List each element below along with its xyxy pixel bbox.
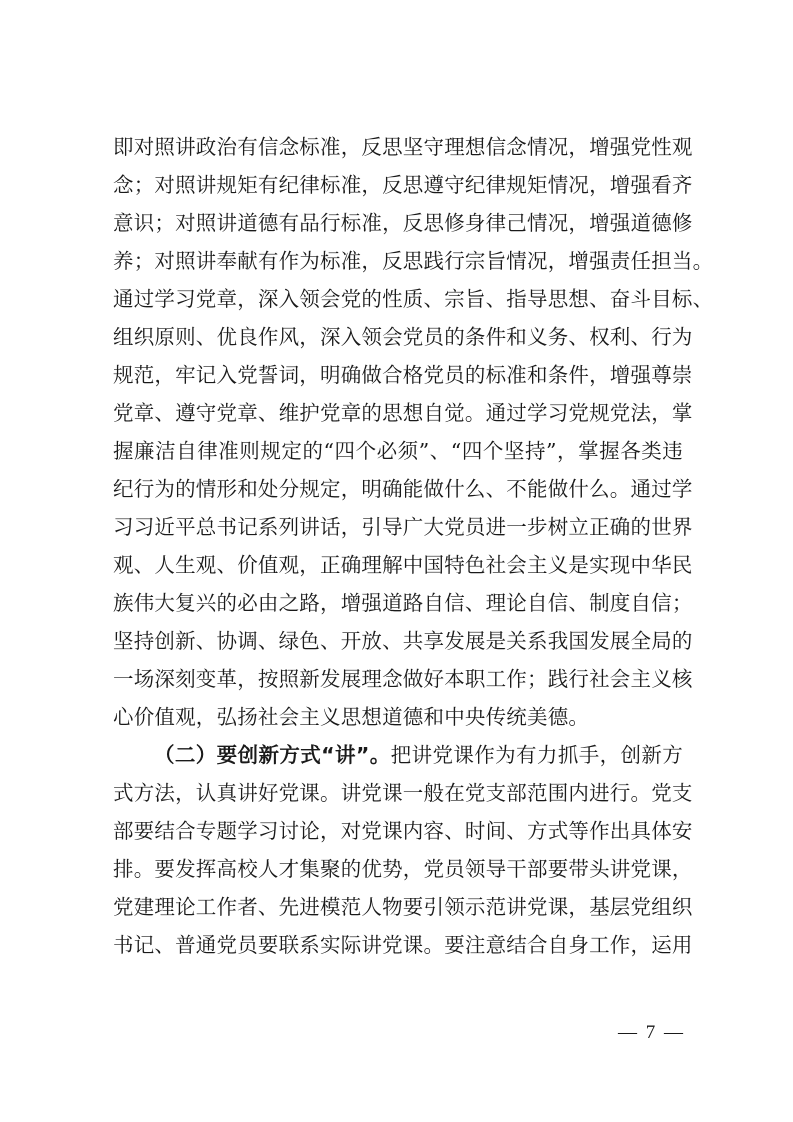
text-line: 规范，牢记入党誓词，明确做合格党员的标准和条件，增强尊崇 <box>113 363 693 387</box>
text-line: 意识；对照讲道德有品行标准，反思修身律己情况，增强道德修 <box>113 211 693 235</box>
section-first-line-text: 把讲党课作为有力抓手，创新方 <box>390 743 683 767</box>
text-line: 念；对照讲规矩有纪律标准，反思遵守纪律规矩情况，增强看齐 <box>113 173 693 197</box>
text-line: 一场深刻变革，按照新发展理念做好本职工作；践行社会主义核 <box>113 667 693 691</box>
text-line: 书记、普通党员要联系实际讲党课。要注意结合自身工作，运用 <box>113 933 693 957</box>
text-line: 养；对照讲奉献有作为标准，反思践行宗旨情况，增强责任担当。 <box>113 249 714 273</box>
text-line: 组织原则、优良作风，深入领会党员的条件和义务、权利、行为 <box>113 325 693 349</box>
text-line: 党章、遵守党章、维护党章的思想自觉。通过学习党规党法，掌 <box>113 401 693 425</box>
paragraph-1 <box>113 128 714 736</box>
text-line: 族伟大复兴的必由之路，增强道路自信、理论自信、制度自信； <box>113 591 693 615</box>
text-line: 纪行为的情形和处分规定，明确能做什么、不能做什么。通过学 <box>113 477 693 501</box>
paragraph-2 <box>113 736 693 964</box>
text-line: 通过学习党章，深入领会党的性质、宗旨、指导思想、奋斗目标、 <box>113 287 714 311</box>
text-line: 排。要发挥高校人才集聚的优势，党员领导干部要带头讲党课， <box>113 857 693 881</box>
text-line: 习习近平总书记系列讲话，引导广大党员进一步树立正确的世界 <box>113 515 693 539</box>
text-line: 观、人生观、价值观，正确理解中国特色社会主义是实现中华民 <box>113 553 693 577</box>
section-first-line <box>113 736 683 774</box>
page-number: — 7 — <box>618 1022 685 1043</box>
text-line: 坚持创新、协调、绿色、开放、共享发展是关系我国发展全局的 <box>113 629 693 653</box>
text-line: 心价值观，弘扬社会主义思想道德和中央传统美德。 <box>113 705 590 729</box>
text-line: 式方法，认真讲好党课。讲党课一般在党支部范围内进行。党支 <box>113 781 693 805</box>
section-heading: （二）要创新方式“讲”。 <box>154 743 391 767</box>
body-text <box>113 128 714 964</box>
text-line: 即对照讲政治有信念标准，反思坚守理想信念情况，增强党性观 <box>113 135 693 159</box>
text-line: 部要结合专题学习讨论，对党课内容、时间、方式等作出具体安 <box>113 819 693 843</box>
text-line: 握廉洁自律准则规定的“四个必须”、“四个坚持”，掌握各类违 <box>113 439 683 463</box>
text-line: 党建理论工作者、先进模范人物要引领示范讲党课，基层党组织 <box>113 895 693 919</box>
